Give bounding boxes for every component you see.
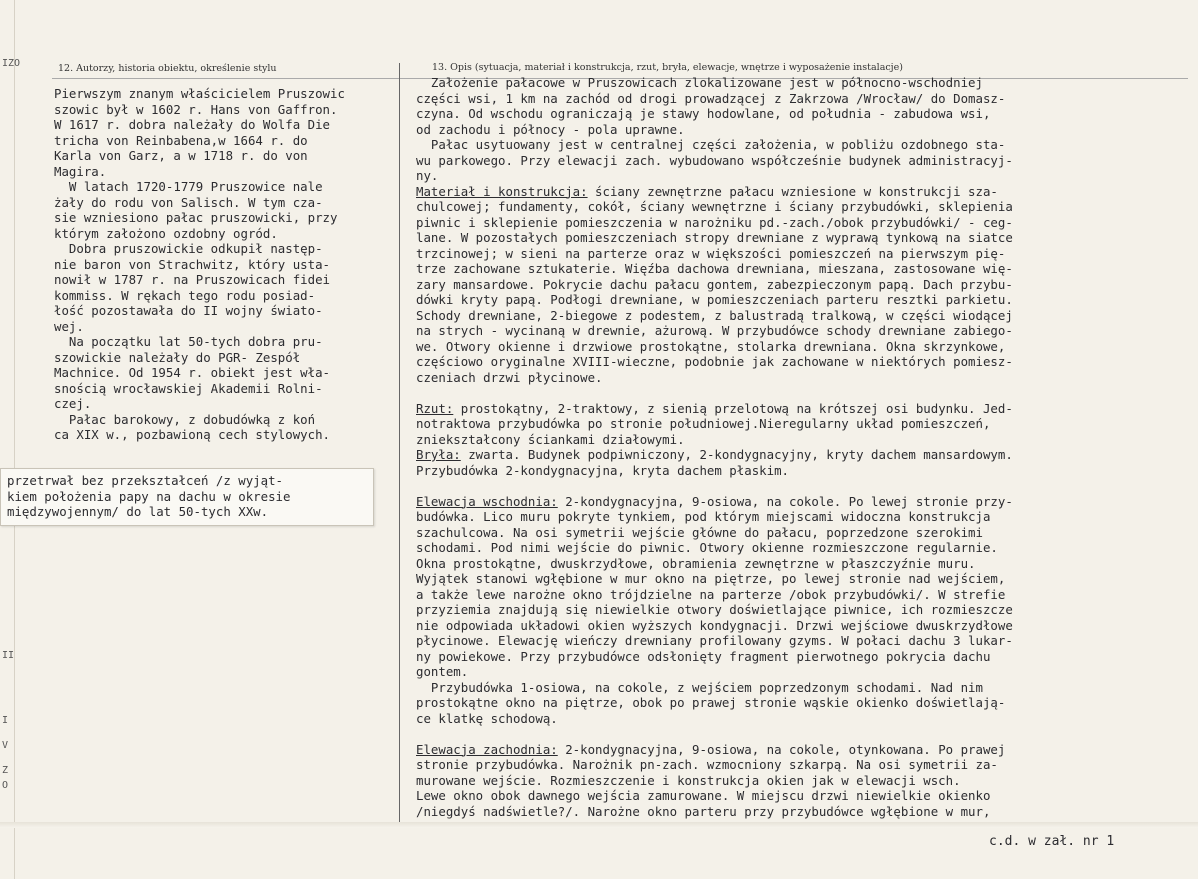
- line-text: płycinowe. Elewację wieńczy drewniany profilowany gzyms. W połaci dachu 3 lukar-: [416, 633, 1013, 648]
- text-line: [416, 773, 1013, 789]
- section-12-header: 12. Autorzy, historia obiektu, określenie stylu: [58, 63, 277, 74]
- line-text: częściowo oryginalne XVIII-wieczne, podobnie jak zachowane w niektórych pomiesz-: [416, 354, 1013, 369]
- line-text: nie odpowiada układowi okien wyższych kondygnacji. Drzwi wejściowe dwuskrzydłowe: [416, 617, 1013, 633]
- margin-mark: O: [2, 780, 9, 791]
- page-fold: [0, 822, 1198, 828]
- text-line: [416, 726, 1013, 742]
- text-line: [416, 230, 1013, 246]
- text-line: łość pozostawała do II wojny świato-: [54, 303, 323, 318]
- line-text: Przybudówka 2-kondygnacyjna, kryta dachem płaskim.: [416, 462, 789, 478]
- line-text: Przybudówka 1-osiowa, na cokole, z wejściem poprzedzonym schodami. Nad nim: [416, 679, 983, 695]
- text-line: [416, 184, 1013, 200]
- text-line: Pierwszym znanym właścicielem Pruszowic: [54, 86, 345, 101]
- line-text: gontem.: [416, 664, 469, 679]
- line-text: stronie przybudówka. Narożnik pn-zach. wzmocniony szkarpą. Na osi symetrii za-: [416, 757, 998, 772]
- section-13-header: 13. Opis (sytuacja, materiał i konstrukcja, rzut, bryła, elewacje, wnętrze i wyposażenie instalacje): [432, 62, 903, 73]
- margin-mark: I: [2, 715, 9, 726]
- text-line: [416, 370, 1013, 386]
- text-line: ca XIX w., pozbawioną cech stylowych.: [54, 427, 331, 442]
- line-text: schodami. Pod nimi wejście do piwnic. Otwory okienne rozmieszczone regularnie.: [416, 540, 998, 555]
- text-line: [416, 664, 1013, 680]
- pasted-correction-slip: [0, 468, 374, 526]
- text-line: [416, 308, 1013, 324]
- text-line: Dobra pruszowickie odkupił następ-: [54, 241, 323, 256]
- section-heading: Elewacja wschodnia:: [416, 493, 558, 509]
- text-line: [416, 556, 1013, 572]
- line-text: trzcinowej; w sieni na parterze oraz w większości pomieszczeń na pierwszym pię-: [416, 245, 1006, 261]
- text-line: [416, 277, 1013, 293]
- text-line: W latach 1720-1779 Pruszowice nale: [54, 179, 323, 194]
- column-divider: [399, 63, 400, 823]
- text-line: Magira.: [54, 163, 107, 179]
- text-line: [416, 447, 1013, 463]
- line-text: wu parkowego. Przy elewacji zach. wybudowano współcześnie budynek administracyj-: [416, 152, 1013, 168]
- text-line: kiem położenia papy na dachu w okresie: [7, 488, 291, 504]
- line-text: Założenie pałacowe w Pruszowicach zlokalizowane jest w północno-wschodniej: [416, 75, 983, 90]
- text-line: [416, 153, 1013, 169]
- line-text: we. Otwory okienne i drzwiowe prostokątne, stolarka drewniana. Okna skrzynkowe,: [416, 338, 1006, 354]
- line-text: Pałac usytuowany jest w centralnej części założenia, w pobliżu ozdobnego sta-: [416, 137, 1006, 152]
- text-line: [416, 711, 1013, 727]
- text-line: kommiss. W rękach tego rodu posiad-: [54, 287, 316, 303]
- text-line: [416, 75, 1013, 91]
- text-line: [416, 401, 1013, 417]
- text-line: [416, 742, 1013, 758]
- text-line: którym założono ozdobny ogród.: [54, 225, 278, 241]
- line-text: czyna. Od wschodu ograniczają je stawy hodowlane, od południa - zabudowa wsi,: [416, 106, 991, 121]
- text-line: przetrwał bez przekształceń /z wyjąt-: [7, 473, 284, 488]
- line-text: 2-kondygnacyjna, 9-osiowa, na cokole. Po lewej stronie przy-: [557, 493, 1013, 509]
- text-line: tricha von Reinbabena,w 1664 r. do: [54, 132, 308, 148]
- line-text: na strych - wycinaną w drewnie, ażurową. W przybudówce schody drewniane zabiego-: [416, 323, 1013, 338]
- description-text: [416, 75, 1013, 819]
- margin-mark: V: [2, 740, 9, 751]
- section-heading: Materiał i konstrukcja:: [416, 183, 588, 199]
- line-text: lane. W pozostałych pomieszczeniach stropy drewniane z wyprawą tynkową na siatce: [416, 230, 1013, 245]
- text-line: [416, 122, 1013, 138]
- section-heading: Bryła:: [416, 447, 461, 462]
- text-line: [416, 695, 1013, 711]
- text-line: czej.: [54, 396, 92, 411]
- line-text: Wyjątek stanowi wgłębione w mur okno na piętrze, po lewej stronie nad wejściem,: [416, 571, 1006, 586]
- text-line: [416, 432, 1013, 448]
- text-line: [416, 494, 1013, 510]
- text-line: [416, 509, 1013, 525]
- text-line: [416, 649, 1013, 665]
- text-line: [416, 215, 1013, 231]
- text-line: szowickie należały do PGR- Zespół: [54, 349, 301, 365]
- line-text: zniekształcony ściankami działowymi.: [416, 431, 685, 447]
- margin-mark: II: [2, 650, 15, 661]
- text-line: snością wrocławskiej Akademii Rolni-: [54, 380, 323, 396]
- line-text: ściany zewnętrzne pałacu wzniesione w konstrukcji sza-: [587, 183, 998, 199]
- line-text: zary mansardowe. Pokrycie dachu pałacu gontem, zabezpieczonym papą. Dach przybu-: [416, 276, 1013, 292]
- margin-mark: IZO: [2, 58, 21, 69]
- text-line: W 1617 r. dobra należały do Wolfa Die: [54, 117, 331, 132]
- text-line: szowic był w 1602 r. Hans von Gaffron.: [54, 101, 338, 117]
- text-line: [416, 478, 1013, 494]
- line-text: chulcowej; fundamenty, cokół, ściany wewnętrzne i ściany przybudówki, sklepienia: [416, 199, 1013, 214]
- text-line: [416, 463, 1013, 479]
- line-text: dówki kryty papą. Podłogi drewniane, w pomieszczeniach parteru resztki parkietu.: [416, 292, 1013, 307]
- text-line: [416, 339, 1013, 355]
- text-line: Karla von Garz, a w 1718 r. do von: [54, 148, 308, 163]
- text-line: [416, 385, 1013, 401]
- text-line: [416, 587, 1013, 603]
- continuation-note: c.d. w zał. nr 1: [989, 834, 1115, 849]
- text-line: [416, 618, 1013, 634]
- text-line: [416, 540, 1013, 556]
- line-text: budówka. Lico muru pokryte tynkiem, pod którym miejscami widoczna konstrukcja: [416, 509, 991, 524]
- line-text: /niegdyś nadświetle?/. Narożne okno parteru przy przybudówce wgłębione w mur,: [416, 803, 991, 819]
- line-text: szachulcowa. Na osi symetrii wejście główne do pałacu, poprzedzone szerokimi: [416, 524, 983, 540]
- text-line: [416, 246, 1013, 262]
- line-text: części wsi, 1 km na zachód od drogi prowadzącej z Zakrzowa /Wrocław/ do Domasz-: [416, 90, 1006, 106]
- line-text: ny powiekowe. Przy przybudówce odsłonięty fragment pierwotnego pokrycia dachu: [416, 648, 991, 664]
- text-line: sie wzniesiono pałac pruszowicki, przy: [54, 210, 338, 225]
- text-line: [416, 354, 1013, 370]
- text-line: [416, 106, 1013, 122]
- text-line: międzywojennym/ do lat 50-tych XXw.: [7, 504, 269, 519]
- text-line: wej.: [54, 318, 84, 334]
- text-line: [416, 633, 1013, 649]
- text-line: [416, 602, 1013, 618]
- line-text: ny.: [416, 168, 439, 183]
- text-line: nowił w 1787 r. na Pruszowicach fidei: [54, 272, 331, 287]
- text-line: [416, 261, 1013, 277]
- line-text: trze zachowane sztukaterie. Więźba dachowa drewniana, mieszana, zastosowane wię-: [416, 261, 1013, 276]
- text-line: Na początku lat 50-tych dobra pru-: [54, 334, 323, 349]
- line-text: czeniach drzwi płycinowe.: [416, 369, 603, 385]
- text-line: [416, 292, 1013, 308]
- text-line: [416, 571, 1013, 587]
- line-text: a także lewe narożne okno trójdzielne na parterze /obok przybudówki/. W strefie: [416, 586, 1006, 602]
- text-line: [416, 757, 1013, 773]
- slip-text: [7, 473, 290, 520]
- line-text: od zachodu i północy - pola uprawne.: [416, 121, 685, 137]
- text-line: żały do rodu von Salisch. W tym cza-: [54, 194, 323, 210]
- left-margin-strip: [0, 0, 21, 879]
- text-line: [416, 91, 1013, 107]
- history-text: [54, 86, 345, 443]
- line-text: Okna prostokątne, dwuskrzydłowe, obramienia zewnętrzne w płaszczyźnie muru.: [416, 555, 976, 571]
- line-text: przyziemia znajdują się niewielkie otwory doświetlające piwnice, ich rozmieszcze: [416, 602, 1013, 617]
- line-text: ce klatkę schodową.: [416, 710, 558, 726]
- line-text: notraktowa przybudówka po stronie południowej.Nieregularny układ pomieszczeń,: [416, 416, 991, 431]
- text-line: [416, 525, 1013, 541]
- line-text: Schody drewniane, 2-biegowe z podestem, z balustradą tralkową, w części wiodącej: [416, 307, 1013, 323]
- text-line: [416, 323, 1013, 339]
- line-text: prostokątne okno na piętrze, obok po prawej stronie wąskie okienko doświetlają-: [416, 695, 1006, 710]
- text-line: [416, 788, 1013, 804]
- text-line: [416, 804, 1013, 820]
- line-text: 2-kondygnacyjna, 9-osiowa, na cokole, otynkowana. Po prawej: [557, 741, 1006, 757]
- text-line: [416, 416, 1013, 432]
- line-text: Lewe okno obok dawnego wejścia zamurowane. W miejscu drzwi niewielkie okienko: [416, 788, 991, 803]
- margin-mark: Z: [2, 765, 9, 776]
- section-heading: Rzut:: [416, 400, 454, 416]
- section-heading: Elewacja zachodnia:: [416, 741, 558, 757]
- line-text: prostokątny, 2-traktowy, z sienią przelotową na krótszej osi budynku. Jed-: [453, 400, 1013, 416]
- text-line: nie baron von Strachwitz, który usta-: [54, 256, 331, 272]
- text-line: Pałac barokowy, z dobudówką z koń: [54, 411, 316, 427]
- text-line: [416, 680, 1013, 696]
- text-line: [416, 168, 1013, 184]
- line-text: piwnic i sklepienie pomieszczenia w narożniku pd.-zach./obok przybudówki/ - ceg-: [416, 214, 1013, 230]
- line-text: murowane wejście. Rozmieszczenie i konstrukcja okien jak w elewacji wsch.: [416, 772, 961, 788]
- text-line: [416, 137, 1013, 153]
- text-line: [416, 199, 1013, 215]
- text-line: Machnice. Od 1954 r. obiekt jest wła-: [54, 365, 331, 380]
- line-text: zwarta. Budynek podpiwniczony, 2-kondygnacyjny, kryty dachem mansardowym.: [460, 447, 1013, 462]
